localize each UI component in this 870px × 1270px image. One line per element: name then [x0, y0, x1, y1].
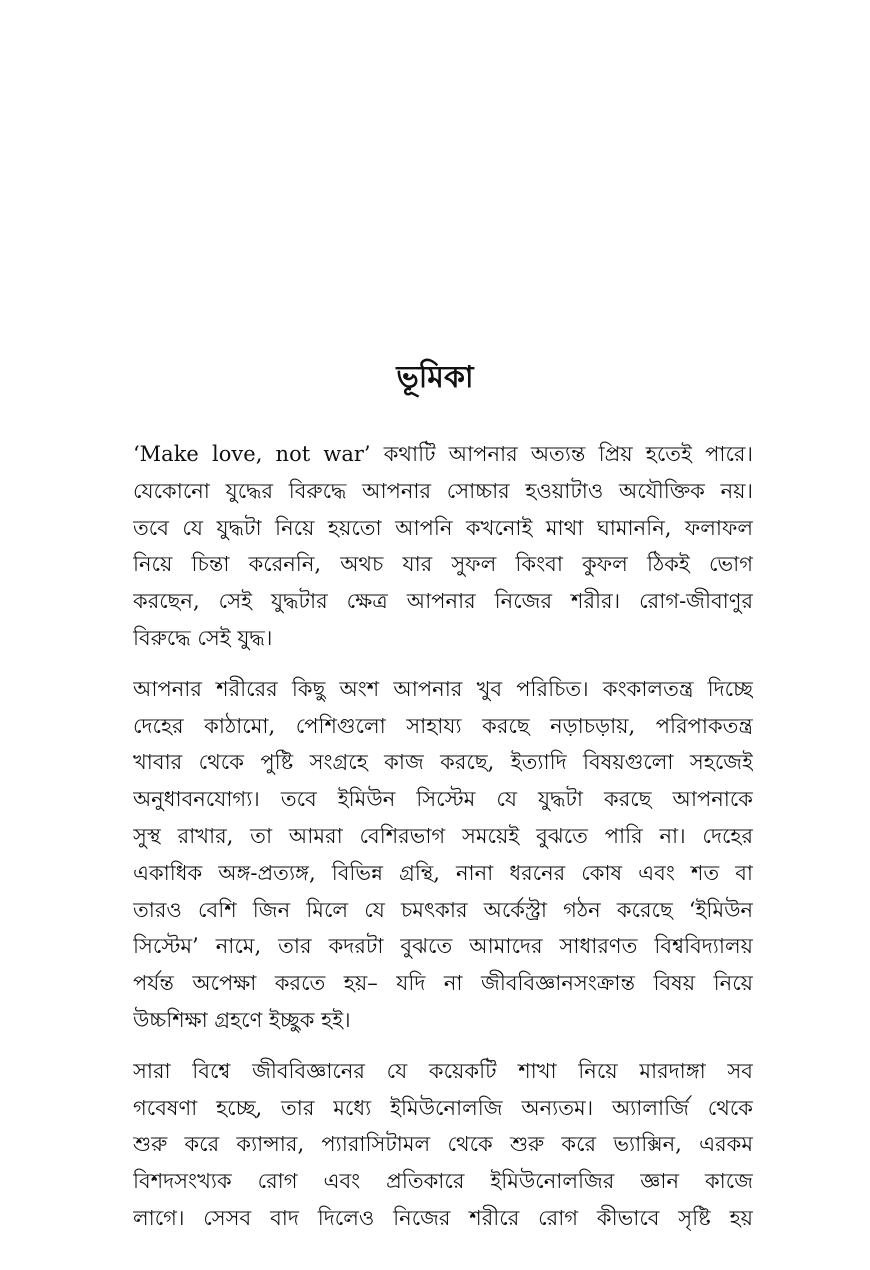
text-line: করছেন, সেই যুদ্ধটার ক্ষেত্র আপনার নিজের শরীর। রোগ-জীবাণুর [133, 589, 753, 614]
text-line: সুস্থ রাখার, তা আমরা বেশিরভাগ সময়েই বুঝতে পারি না। দেহের [133, 823, 753, 848]
text-line: সিস্টেম’ নামে, তার কদরটা বুঝতে আমাদের সাধারণত বিশ্ববিদ্যালয় [133, 934, 753, 959]
text-line: যেকোনো যুদ্ধের বিরুদ্ধে আপনার সোচ্চার হওয়াটাও অযৌক্তিক নয়। [133, 478, 753, 503]
text-line: তারও বেশি জিন মিলে যে চমৎকার অর্কেস্ট্রা গঠন করেছে ‘ইমিউন [133, 897, 753, 922]
text-line: গবেষণা হচ্ছে, তার মধ্যে ইমিউনোলজি অন্যতম। অ্যালার্জি থেকে [133, 1095, 753, 1120]
text-line: অনুধাবনযোগ্য। তবে ইমিউন সিস্টেম যে যুদ্ধটা করছে আপনাকে [133, 787, 753, 812]
body-text [133, 436, 753, 1251]
paragraph-3 [133, 1053, 753, 1237]
text-line: আপনার শরীরের কিছু অংশ আপনার খুব পরিচিত। কংকালতন্ত্র দিচ্ছে [133, 676, 753, 701]
text-line: লাগে। সেসব বাদ দিলেও নিজের শরীরে রোগ কীভাবে সৃষ্টি হয় [133, 1205, 753, 1230]
text-line: দেহের কাঠামো, পেশিগুলো সাহায্য করছে নড়াচড়ায়, পরিপাকতন্ত্র [133, 713, 753, 738]
text-line: সারা বিশ্বে জীববিজ্ঞানের যে কয়েকটি শাখা নিয়ে মারদাঙ্গা সব [133, 1058, 753, 1083]
paragraph-2 [133, 671, 753, 1039]
text-line: খাবার থেকে পুষ্টি সংগ্রহে কাজ করছে, ইত্যাদি বিষয়গুলো সহজেই [133, 750, 753, 775]
text-line: ‘Make love, not war’ কথাটি আপনার অত্যন্ত প্রিয় হতেই পারে। [133, 442, 753, 466]
text-line: শুরু করে ক্যান্সার, প্যারাসিটামল থেকে শুরু করে ভ্যাক্সিন, এরকম [133, 1132, 753, 1157]
text-line: বিরুদ্ধে সেই যুদ্ধ। [133, 625, 273, 650]
text-line: নিয়ে চিন্তা করেননি, অথচ যার সুফল কিংবা কুফল ঠিকই ভোগ [133, 552, 753, 577]
paragraph-1 [133, 436, 753, 657]
text-line: তবে যে যুদ্ধটা নিয়ে হয়তো আপনি কখনোই মাথা ঘামাননি, ফলাফল [133, 515, 753, 540]
text-line: উচ্চশিক্ষা গ্রহণে ইচ্ছুক হই। [133, 1007, 351, 1032]
text-line: বিশদসংখ্যক রোগ এবং প্রতিকারে ইমিউনোলজির জ্ঞান কাজে [133, 1169, 753, 1194]
text-line: পর্যন্ত অপেক্ষা করতে হয়– যদি না জীববিজ্ঞানসংক্রান্ত বিষয় নিয়ে [133, 971, 753, 996]
chapter-title: ভূমিকা [396, 360, 474, 395]
text-line: একাধিক অঙ্গ-প্রত্যঙ্গ, বিভিন্ন গ্রন্থি, নানা ধরনের কোষ এবং শত বা [133, 860, 753, 885]
